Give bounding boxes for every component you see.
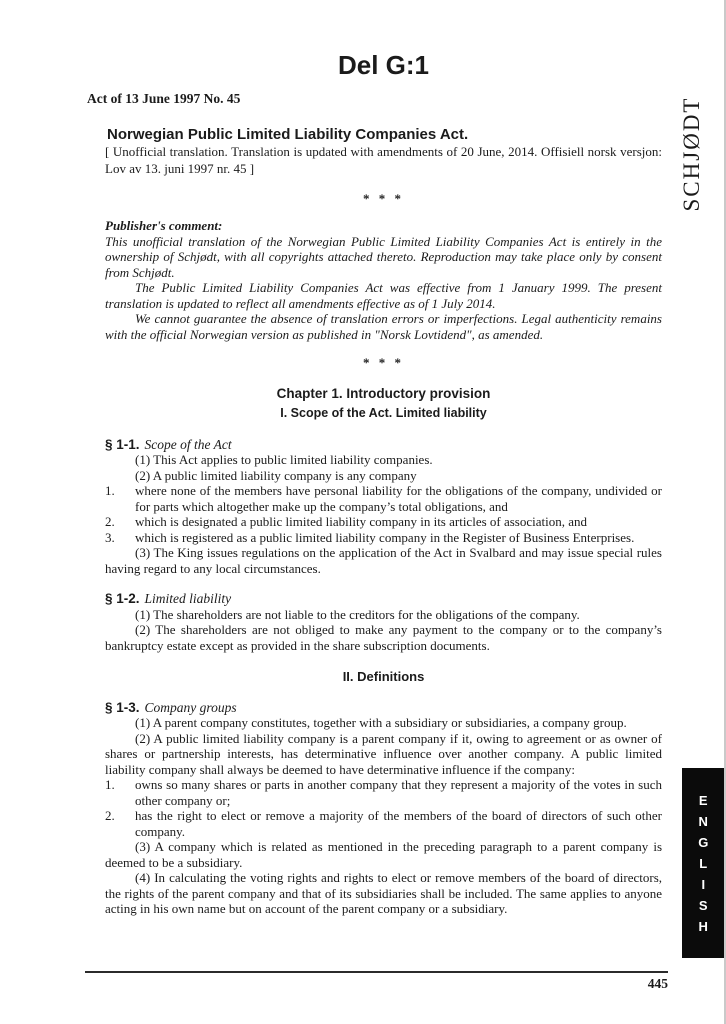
paragraph: (1) The shareholders are not liable to the creditors for the obligations of the company. xyxy=(135,606,580,622)
publisher-comment-heading: Publisher's comment: xyxy=(105,218,223,233)
section-title: Limited liability xyxy=(144,591,232,606)
doc-title: Norwegian Public Limited Liability Companies Act. xyxy=(107,125,469,143)
language-tab-english xyxy=(682,768,724,958)
list-item xyxy=(105,514,662,530)
page-number: 445 xyxy=(647,976,668,991)
chapter-heading: Chapter 1. Introductory provision xyxy=(276,385,491,401)
list-number: 2. xyxy=(105,808,115,823)
publisher-paragraph: This unofficial translation of the Norwegian Public Limited Liability Companies Act is entirely in the ownership of Schjødt, with all copyrights attached thereto. Reproduction may take place only by consent from Schjødt. xyxy=(105,233,662,280)
list-item-text: has the right to elect or remove a majority of the members of the board of directors of such other company. xyxy=(135,808,662,839)
list-item xyxy=(105,530,662,546)
list-item xyxy=(105,808,662,839)
list-item xyxy=(105,777,662,808)
section-title: Scope of the Act xyxy=(144,436,232,452)
section-heading xyxy=(105,700,662,716)
separator-stars: * * * xyxy=(363,355,404,370)
paragraph: (3) The King issues regulations on the application of the Act in Svalbard and may issue special rules having regard to any local circumstances. xyxy=(105,545,662,576)
paragraph: (1) This Act applies to public limited liability companies. xyxy=(135,452,433,467)
list-number: 3. xyxy=(105,529,115,545)
section-title: Company groups xyxy=(144,699,237,715)
list-number: 1. xyxy=(105,777,115,792)
list-number: 1. xyxy=(105,483,115,498)
list-number: 2. xyxy=(105,514,115,529)
footer-rule xyxy=(85,971,668,973)
document-body xyxy=(105,143,662,917)
list-item-text: which is registered as a public limited liability company in the Register of Business Enterprises. xyxy=(135,529,635,545)
subchapter-heading: II. Definitions xyxy=(342,669,425,684)
section-heading xyxy=(105,591,662,607)
publisher-paragraph: The Public Limited Liability Companies Act was effective from 1 January 1999. The present translation is updated to reflect all amendments effective as of 1 July 2014. xyxy=(105,280,662,311)
section-number: § 1-1. xyxy=(105,436,140,452)
publisher-paragraph: We cannot guarantee the absence of translation errors or imperfections. Legal authenticity remains with the official Norwegian version as published in "Norsk Lovtidend", as amended. xyxy=(105,311,662,342)
section-number: § 1-3. xyxy=(105,699,140,715)
paragraph: (2) The shareholders are not obliged to make any payment to the company or to the company’s bankruptcy estate except as provided in the share subscription documents. xyxy=(105,622,662,653)
translation-note: [ Unofficial translation. Translation is updated with amendments of 20 June, 2014. Offisiell norsk versjon: Lov av 13. juni 1997 nr. 45 ] xyxy=(105,143,662,176)
section-number: § 1-2. xyxy=(105,591,140,606)
paragraph: (1) A parent company constitutes, together with a subsidiary or subsidiaries, a company group. xyxy=(135,715,627,730)
publisher-comment xyxy=(105,218,662,342)
list-item-text: which is designated a public limited liability company in its articles of association, and xyxy=(135,514,588,529)
list-item-text: where none of the members have personal liability for the obligations of the company, undivided or for parts which altogether make up the company’s total obligations, and xyxy=(135,483,662,514)
chapter-subheading: I. Scope of the Act. Limited liability xyxy=(280,406,487,420)
paragraph: (4) In calculating the voting rights and rights to elect or remove members of the board of directors, the rights of the parent company and that of its subsidiaries shall be included. The same applies to anyone acting in his own name but on account of the parent company or a subsidiary. xyxy=(105,870,662,916)
paragraph: (3) A company which is related as mentioned in the preceding paragraph to a parent company is deemed to be a subsidiary. xyxy=(105,839,662,870)
section-1-2 xyxy=(105,591,662,653)
act-line: Act of 13 June 1997 No. 45 xyxy=(87,91,241,106)
publisher-logo-vertical: SCHJØDT xyxy=(679,96,704,212)
section-1-1 xyxy=(105,437,662,577)
paragraph: (2) A public limited liability company is a parent company if it, owing to agreement or as owner of shares or partnership interests, has determinative influence over another company. A public limited liability company shall always be deemed to have determinative influence if the company: xyxy=(105,730,662,777)
part-label: Del G:1 xyxy=(337,50,430,80)
list-item-text: owns so many shares or parts in another company that they represent a majority of the votes in such other company or; xyxy=(135,777,662,808)
language-tab-label: ENGLISH xyxy=(695,792,711,940)
section-heading xyxy=(105,437,662,453)
section-1-3 xyxy=(105,700,662,917)
separator-stars: * * * xyxy=(363,190,404,206)
list-item xyxy=(105,483,662,514)
paragraph: (2) A public limited liability company is any company xyxy=(135,467,417,483)
